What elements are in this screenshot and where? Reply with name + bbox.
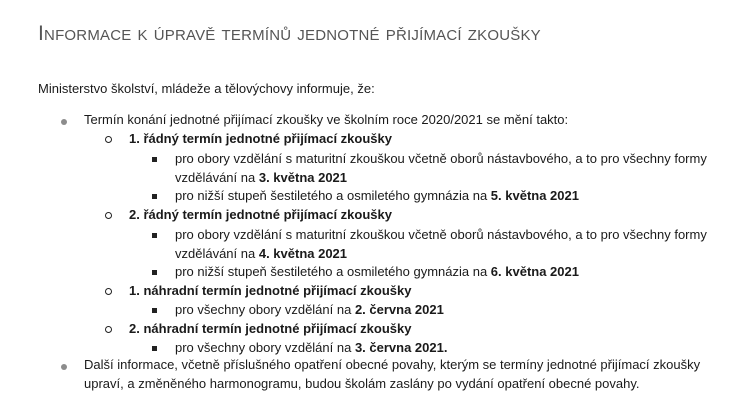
date-value: 3. června 2021. bbox=[354, 340, 448, 355]
point-item: pro obory vzdělání s maturitní zkouškou včetně oborů nástavbového, a to pro všechny formy vzdělávání na 3. května 2021 bbox=[175, 151, 707, 185]
point-item: pro všechny obory vzdělání na 2. června 2021 bbox=[175, 302, 444, 317]
sub-item-2nd-regular-term: 2. řádný termín jednotné přijímací zkoušky bbox=[129, 207, 392, 222]
date-value: 3. května 2021 bbox=[258, 169, 348, 185]
bullet-dot bbox=[61, 119, 67, 125]
point-item: pro nižší stupeň šestiletého a osmiletého gymnázia na 6. května 2021 bbox=[175, 264, 579, 279]
list-item-schedule-change: Termín konání jednotné přijímací zkoušky ve školním roce 2020/2021 se mění takto: bbox=[84, 112, 569, 127]
bullet-dot bbox=[61, 364, 67, 370]
bullet-circle bbox=[105, 212, 112, 219]
date-value: 4. května 2021 bbox=[258, 245, 348, 261]
point-item: pro obory vzdělání s maturitní zkouškou včetně oborů nástavbového, a to pro všechny formy vzdělávání na 4. května 2021 bbox=[175, 227, 707, 261]
date-value: 2. června 2021 bbox=[354, 302, 444, 317]
bullet-square bbox=[152, 346, 157, 351]
date-value: 5. května 2021 bbox=[490, 188, 579, 203]
bullet-circle bbox=[105, 326, 112, 333]
page-title: Informace k úpravě termínů jednotné přijímací zkoušky bbox=[38, 22, 541, 45]
sub-item-1st-substitute-term: 1. náhradní termín jednotné přijímací zkoušky bbox=[129, 283, 412, 298]
bullet-square bbox=[152, 194, 157, 199]
bullet-square bbox=[152, 157, 157, 162]
point-item: pro všechny obory vzdělání na 3. června 2021. bbox=[175, 340, 448, 355]
sub-item-2nd-substitute-term: 2. náhradní termín jednotné přijímací zkoušky bbox=[129, 321, 412, 336]
sub-item-1st-regular-term: 1. řádný termín jednotné přijímací zkoušky bbox=[129, 131, 392, 146]
list-item-further-info: Další informace, včetně příslušného opatření obecné povahy, kterým se termíny jednotné přijímací zkoušky upraví, a změněného harmonogramu, budou školám zaslány po vydání opatření obecné povahy. bbox=[84, 357, 701, 391]
bullet-circle bbox=[105, 288, 112, 295]
bullet-square bbox=[152, 308, 157, 313]
bullet-square bbox=[152, 270, 157, 275]
bullet-square bbox=[152, 233, 157, 238]
point-item: pro nižší stupeň šestiletého a osmiletého gymnázia na 5. května 2021 bbox=[175, 188, 579, 203]
date-value: 6. května 2021 bbox=[490, 264, 579, 279]
intro-paragraph: Ministerstvo školství, mládeže a tělovýchovy informuje, že: bbox=[38, 81, 375, 96]
bullet-circle bbox=[105, 136, 112, 143]
